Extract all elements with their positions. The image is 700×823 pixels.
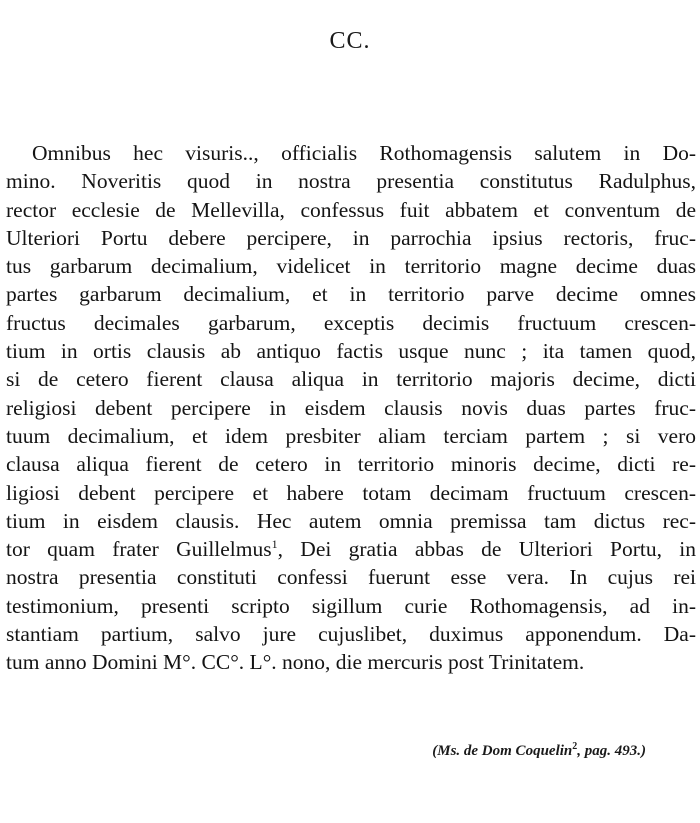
text-line: tium in ortis clausis ab antiquo factis usque nunc ; ita tamen quod, — [6, 339, 696, 364]
text-line: tuum decimalium, et idem presbiter aliam terciam partem ; si vero — [6, 423, 696, 448]
text-line: fructus decimales garbarum, exceptis decimis fructuum crescen- — [6, 310, 696, 335]
text-line: partes garbarum decimalium, et in territorio parve decime omnes — [6, 282, 696, 307]
text-line: tus garbarum decimalium, videlicet in territorio magne decime duas — [6, 254, 696, 279]
text-line: ligiosi debent percipere et habere totam decimam fructuum crescen- — [6, 480, 696, 505]
footnote-marker: 1 — [271, 537, 278, 551]
text-line: Ulteriori Portu debere percipere, in parrochia ipsius rectoris, fruc- — [6, 225, 696, 250]
text-line: clausa aliqua fierent de cetero in territorio minoris decime, dicti re- — [6, 452, 696, 477]
text-line: testimonium, presenti scripto sigillum curie Rothomagensis, ad in- — [6, 593, 696, 618]
citation-text: (Ms. de Dom Coquelin — [432, 743, 573, 759]
text-line-with-footnote — [6, 535, 696, 563]
source-citation — [0, 741, 646, 760]
text-line: Omnibus hec visuris.., officialis Rothomagensis salutem in Do- — [32, 141, 696, 165]
text-line: si de cetero fierent clausa aliqua in territorio majoris decime, dicti — [6, 367, 696, 392]
text-line-part: tor quam frater Guillelmus — [6, 537, 272, 562]
text-line: tium in eisdem clausis. Hec autem omnia premissa tam dictus rec- — [6, 508, 696, 533]
text-line-part: , Dei gratia abbas de Ulteriori Portu, in — [277, 537, 696, 562]
text-line: tum anno Domini M°. CC°. L°. nono, die mercuris post Trinitatem. — [6, 650, 585, 675]
text-line: religiosi debent percipere in eisdem clausis novis duas partes fruc- — [6, 395, 696, 420]
text-line: stantiam partium, salvo jure cujuslibet, duximus apponendum. Da- — [6, 622, 696, 647]
text-line: mino. Noveritis quod in nostra presentia constitutus Radulphus, — [6, 169, 696, 194]
citation-text: , pag. 493.) — [577, 743, 646, 759]
charter-text — [6, 139, 696, 677]
charter-number-heading: CC. — [329, 28, 371, 54]
footnote-marker: 2 — [572, 741, 578, 752]
text-line: rector ecclesie de Mellevilla, confessus fuit abbatem et conventum de — [6, 197, 696, 222]
text-line: nostra presentia constituti confessi fuerunt esse vera. In cujus rei — [6, 565, 696, 590]
